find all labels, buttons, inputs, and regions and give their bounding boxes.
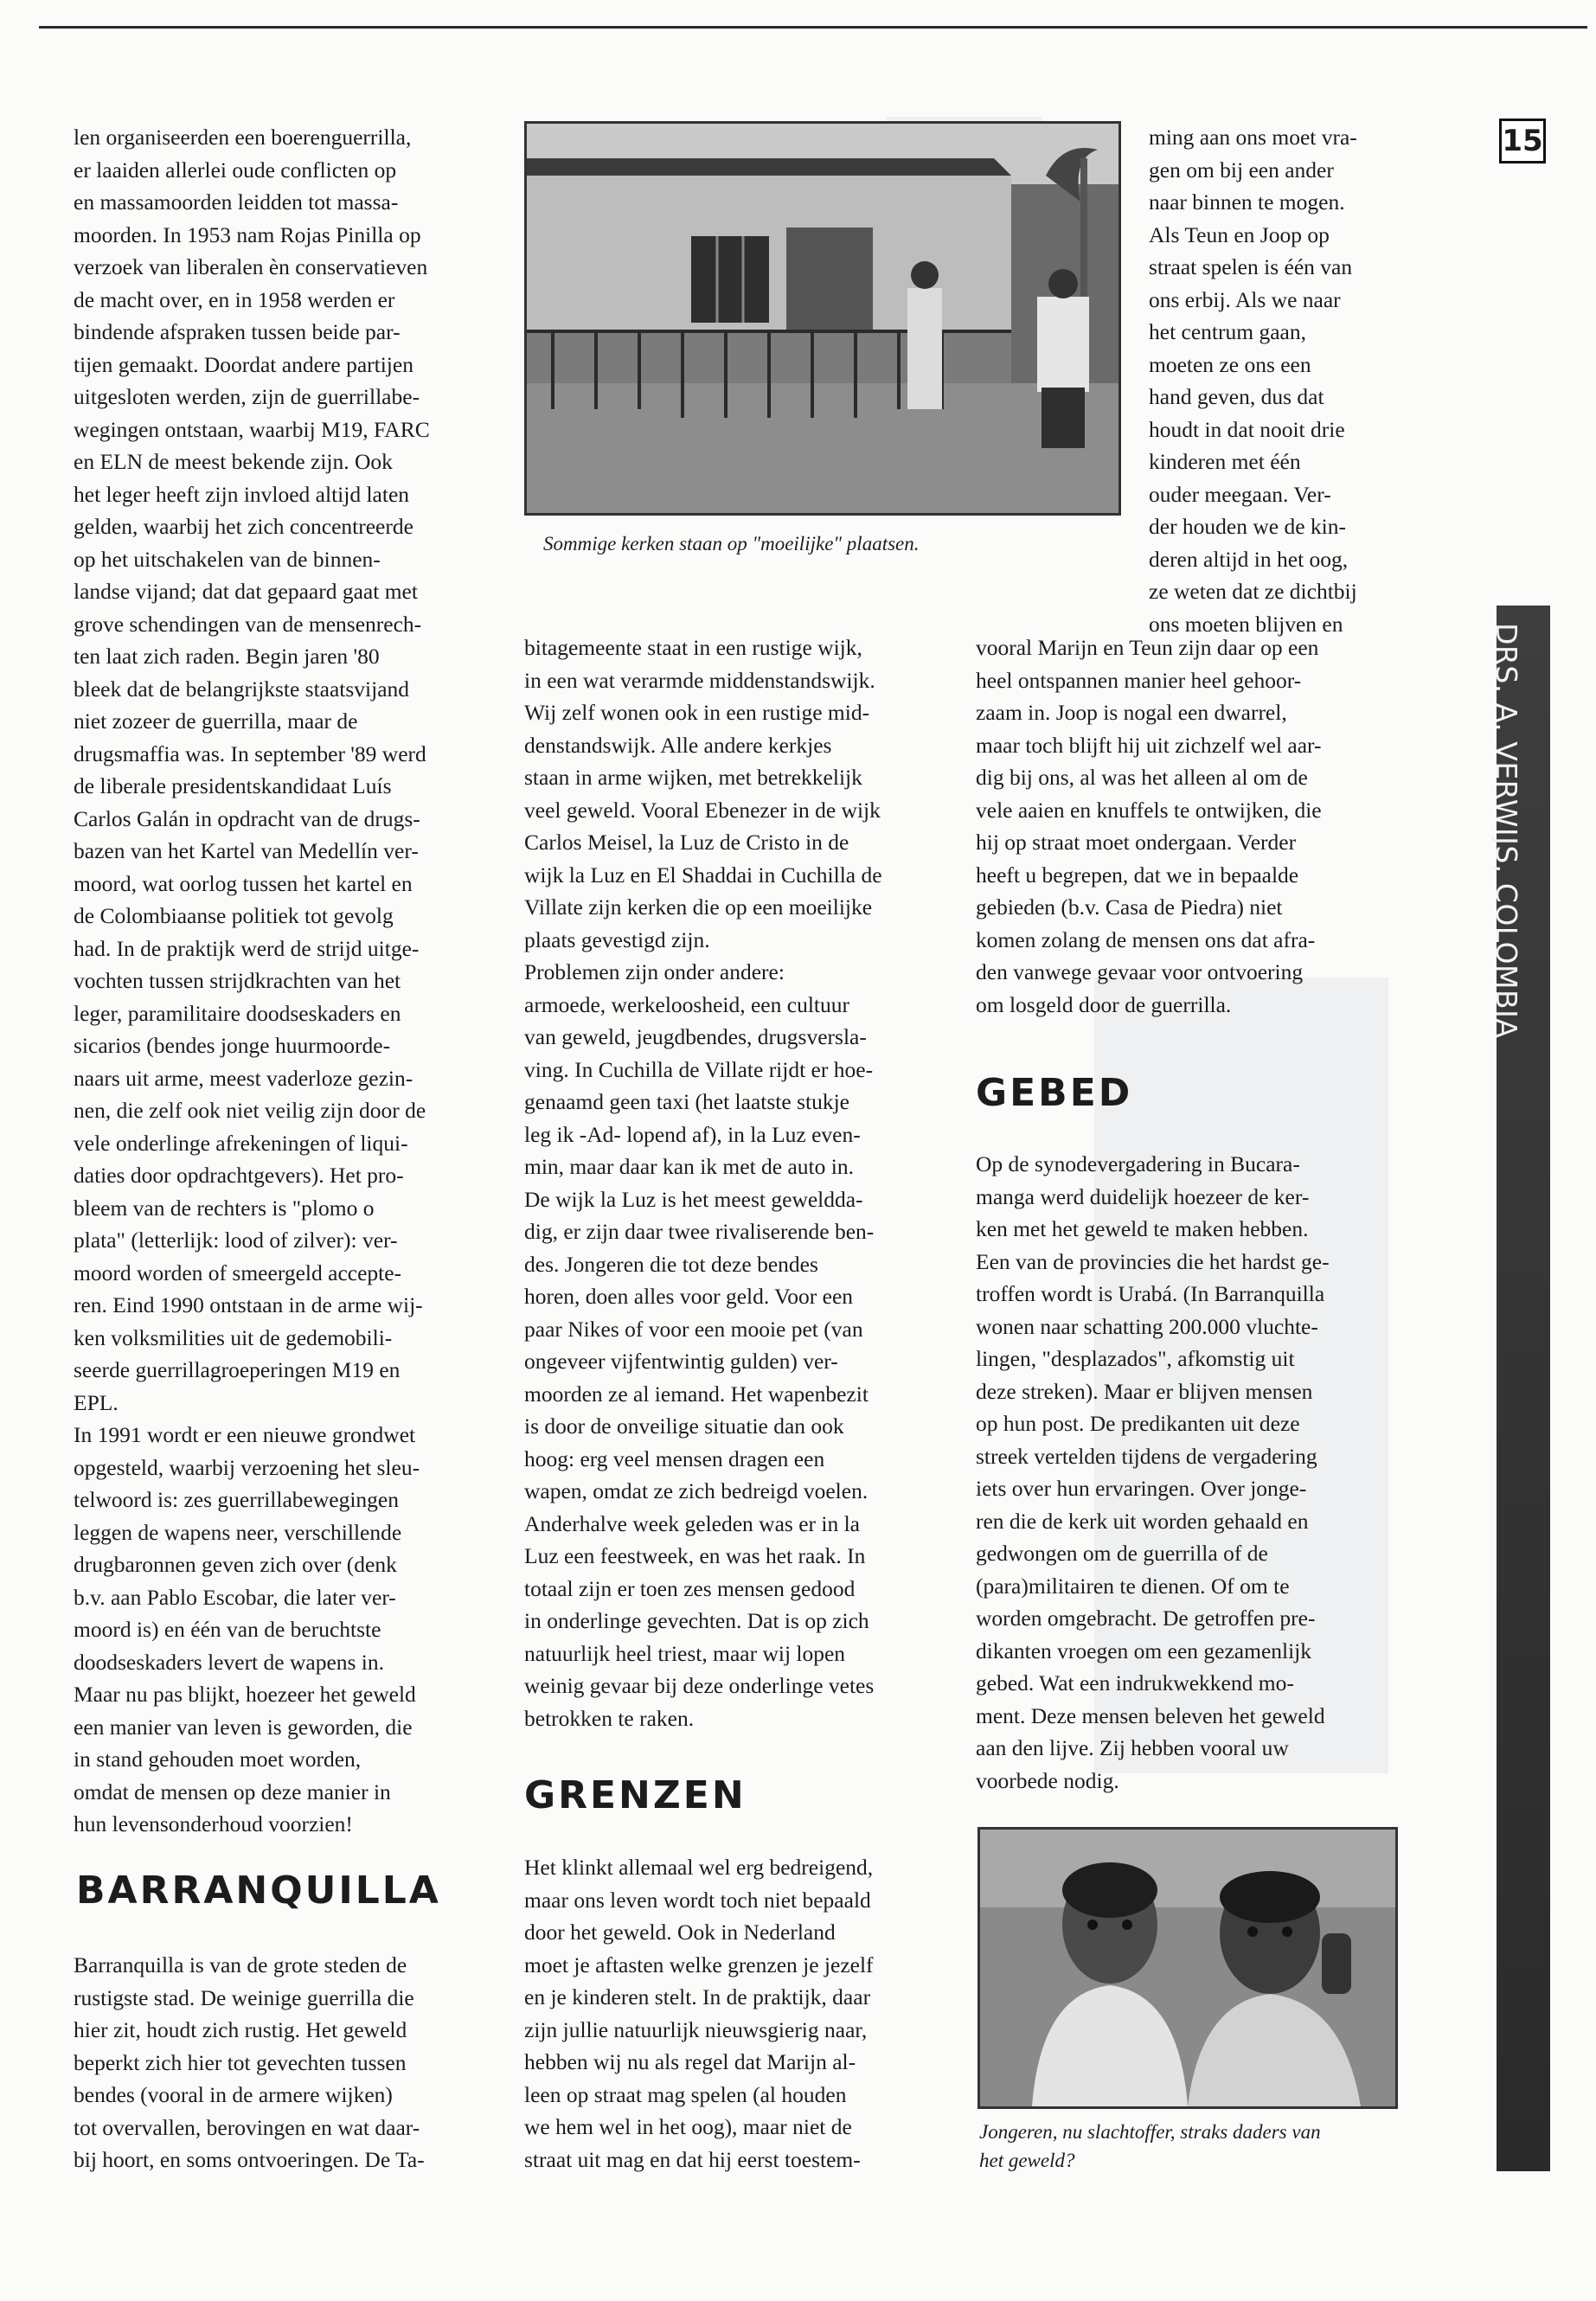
column-1: [74, 121, 497, 1841]
page-number: 15: [1499, 119, 1546, 163]
col2-paragraph-1: bitagemeente staat in een rustige wijk, in een wat verarmde middenstandswijk. Wij zelf wonen ook in een rustige mid- denstandswijk. Alle andere kerkjes staan in arme wijken, met betrekkelijk veel geweld. Vooral Ebenezer in de wijk Carlos Meisel, la Luz de Cristo in de wijk la Luz en El Shaddai in Cuchilla de Villate zijn kerken die op een moeilijke plaats gevestigd zijn. Problemen zijn onder andere: armoede, werkeloosheid, een cultuur van geweld, jeugdbendes, drugsversla- ving. In Cuchilla de Villate rijdt er hoe- genaamd geen taxi (het laatste stukje leg ik -Ad- lopend af), in la Luz even- min, maar daar kan ik met de auto in. De wijk la Luz is het meest gewelddа- dig, er zijn daar twee rivaliserende ben- des. Jongeren die tot deze bendes horen, doen alles voor geld. Voor een paar Nikes of voor een mooie pet (van ongeveer vijfentwintig gulden) ver- moorden ze al iemand. Het wapenbezit is door de onveilige situatie dan ook hoog: erg veel mensen dragen een wapen, omdat ze zich bedreigd voelen. Anderhalve week geleden was er in la Luz een feestweek, en was het raak. In totaal zijn er toen zes mensen gedood in onderlinge gevechten. Dat is op zich natuurlijk heel triest, maar wij lopen weinig gevaar bij deze onderlinge vetes betrokken te raken.: [524, 635, 882, 1731]
col3-top-paragraph: ming aan ons moet vra- gen om bij een ander naar binnen te mogen. Als Teun en Joop op straat spelen is één van ons erbij. Als we naar het centrum gaan, moeten ze ons een hand geven, dus dat houdt in dat nooit drie kinderen met één ouder meegaan. Ver- der houden we de kin- deren altijd in het oog, ze weten dat ze dichtbij ons moeten blijven en: [1149, 125, 1357, 637]
col3-paragraph-2: Op de synodevergadering in Bucara- manga werd duidelijk hoezeer de ker- ken met het geweld te maken hebben. Een van de provincies die het hardst ge- troffen wordt is Urabá. (In Barranquilla wonen naar schatting 200.000 vluchte- lingen, "desplazados", afkomstig uit deze streken). Maar er blijven mensen op hun post. De predikanten uit deze streek vertelden tijdens de vergadering iets over hun ervaringen. Over jonge- ren die de kerk uit worden gehaald en gedwongen om de guerrilla of de (para)militairen te dienen. Of om te worden omgebracht. De getroffen pre- dikanten vroegen om een gezamenlijk gebed. Wat een indrukwekkend mo- ment. Deze mensen beleven het geweld aan den lijve. Zij hebben vooral uw voorbede nodig.: [976, 1151, 1330, 1793]
column-3-top: [1149, 121, 1408, 640]
photo-caption-youths: Jongeren, nu slachtoffer, straks daders van het geweld?: [979, 2121, 1321, 2171]
col1-paragraph-3: Barranquilla is van de grote steden de rustigste stad. De weinige guerrilla die hier zit, houdt zich rustig. Het geweld beperkt zich hier tot gevechten tussen bendes (vooral in de armere wijken) tot overvallen, berovingen en wat daar- bij hoort, en soms ontvoeringen. De Ta-: [74, 1952, 425, 2172]
col1-paragraph-2: In 1991 wordt er een nieuwe grondwet opgesteld, waarbij verzoening het sleu- telwoord is: zes guerrillabewegingen leggen de wapens neer, verschillende drugbaronnen geven zich over (denk b.v. aan Pablo Escobar, die later ver- moord is) en één van de beruchtste doodseskaders levert de wapens in. Maar nu pas blijkt, hoezeer het geweld een manier van leven is geworden, die in stand gehouden moet worden, omdat de mensen op deze manier in hun levensonderhoud voorzien!: [74, 1422, 420, 1836]
col3-paragraph-1: vooral Marijn en Teun zijn daar op een heel ontspannen manier heel gehoor- zaam in. Joop is nogal een dwarrel, maar toch blijft hij uit zichzelf wel aar- dig bij ons, al was het alleen al om de vele aaien en knuffels te ontwijken, die hij op straat moet ondergaan. Verder heeft u begrepen, dat we in bepaalde gebieden (b.v. Casa de Piedra) niet komen zolang de mensen ons dat afra- den vanwege gevaar voor ontvoering om losgeld door de guerrilla.: [976, 635, 1322, 1017]
heading-grenzen: GRENZEN: [524, 1773, 747, 1817]
top-rule: [39, 26, 1587, 29]
church-building-photo: [524, 121, 1121, 516]
youths-illustration: [980, 1830, 1395, 2106]
column-2: [524, 631, 974, 1734]
column-1-bottom: [74, 1949, 497, 2176]
heading-gebed: GEBED: [976, 1071, 1133, 1115]
column-3-bottom: [976, 1148, 1426, 1797]
column-3: [976, 631, 1426, 1021]
column-2-bottom: [524, 1851, 974, 2176]
col1-paragraph-1: len organiseerden een boerenguerrilla, er laaiden allerlei oude conflicten op en massamoorden leidden tot massa- moorden. In 1953 nam Rojas Pinilla op verzoek van liberalen èn conservatieven de macht over, en in 1958 werden er bindende afspraken tussen beide par- tijen gemaakt. Doordat andere partijen uitgesloten werden, zijn de guerrillabe- wegingen ontstaan, waarbij M19, FARC en ELN de meest bekende zijn. Ook het leger heeft zijn invloed altijd laten gelden, waarbij het zich concentreerde op het uitschakelen van de binnen- landse vijand; dat dat gepaard gaat met grove schendingen van de mensenrech- ten laat zich raden. Begin jaren '80 bleek dat de belangrijkste staatsvijand niet zozeer de guerrilla, maar de drugsmaffia was. In september '89 werd de liberale presidentskandidaat Luís Carlos Galán in opdracht van de drugs- bazen van het Kartel van Medellín ver- moord, wat oorlog tussen het kartel en de Colombiaanse politiek tot gevolg had. In de praktijk werd de strijd uitge- vochten tussen strijdkrachten van het leger, paramilitaire doodseskaders en sicarios (bendes jonge huurmoorde- naars uit arme, meest vaderloze gezin- nen, die zelf ook niet veilig zijn door de vele onderlinge afrekeningen of liqui- daties door opdrachtgevers). Het pro- bleem van de rechters is "plomo o plata" (letterlijk: lood of zilver): ver- moord worden of smeergeld accepte- ren. Eind 1990 ontstaan in de arme wij- ken volksmilities uit de gedemobili- seerde guerrillagroeperingen M19 en EPL.: [74, 125, 430, 1415]
heading-barranquilla: BARRANQUILLA: [76, 1868, 441, 1913]
youths-photo: [977, 1827, 1398, 2109]
col2-paragraph-2: Het klinkt allemaal wel erg bedreigend, maar ons leven wordt toch niet bepaald door het geweld. Ook in Nederland moet je aftasten welke grenzen je jezelf en je kinderen stelt. In de praktijk, daar zijn jullie natuurlijk nieuwsgierig naar, hebben wij nu als regel dat Marijn al- leen op straat mag spelen (al houden we hem wel in het oog), maar niet de straat uit mag en dat hij eerst toestem-: [524, 1855, 874, 2172]
church-building-illustration: [527, 124, 1118, 513]
sidebar-label: DRS. A. VERWIJS, COLOMBIA: [1490, 623, 1523, 1039]
photo-caption-churches: Sommige kerken staan op "moeilijke" plaatsen.: [543, 533, 920, 554]
